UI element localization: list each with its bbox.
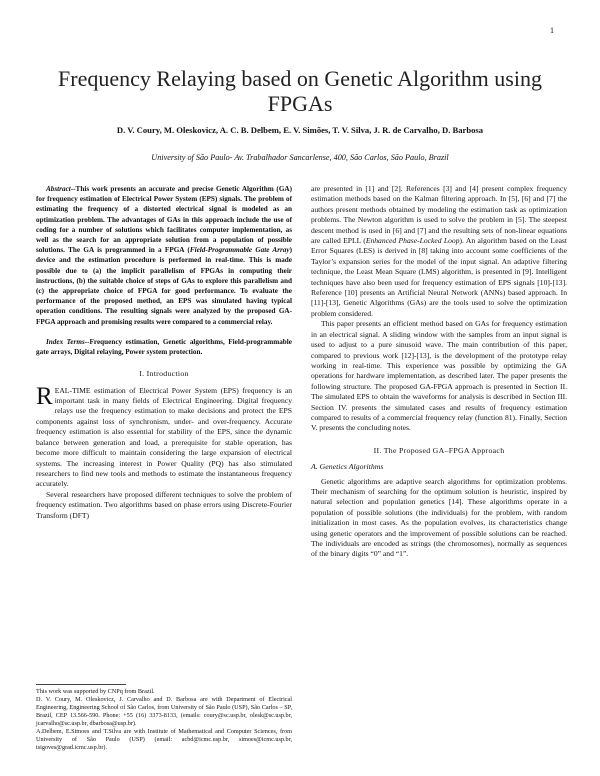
section-heading-proposed-approach: II. The Proposed GA–FPGA Approach <box>373 445 505 455</box>
footnote-funding: This work was supported by CNPq from Brazil. <box>36 688 155 695</box>
footnote-divider <box>36 684 126 685</box>
paper-title: Frequency Relaying based on Genetic Algorithm using FPGAs <box>58 66 542 116</box>
intro-paragraph-2: Several researchers have proposed different techniques to solve the problem of frequency estimation. Two algorithms based on phase errors using Discrete-Fourier Transform (DFT) <box>36 489 292 520</box>
page-number: 1 <box>550 26 554 35</box>
right-paragraph-2: This paper presents an efficient method based on GAs for frequency estimation in an electrical signal. A sliding window with the samples from an input signal is used to adjust to a pure sinusoid wave. The main contribution of this paper, compared to previous work [12]-[13], is the development of the prototype relay working in real-time. This experience was possible by optimizing the GA operations for hardware implementation, as described later. The paper presents the following structure. The proposed GA-FPGA approach is presented in Section II. The simulated EPS to obtain the waveforms for analysis is described in Section III. Section IV. presents the simulated cases and results of frequency estimation compared to results of a commercial frequency relay (function 81). Finally, Section V. presents the concluding notes. <box>311 319 567 433</box>
footnote-authors-eesc: D. V. Coury, M. Oleskovicz, J. Carvalho and D. Barbosa are with Department of Electrical Engineering, Engineering School of São Carlos, from University of São Paulo (USP), São Carlos – SP, Brazil, CEP 13.566-590. Phone: +55 (16) 3373-8133, (emails: coury@sc.usp.br, olesk@sc.usp.br, jcarvalho@sc.usp.br, dbarbosa@usp.br). <box>36 696 292 727</box>
abstract-lead: Abstract <box>46 185 71 193</box>
index-terms <box>36 337 292 357</box>
author-list: D. V. Coury, M. Oleskovicz, A. C. B. Delbem, E. V. Simões, T. V. Silva, J. R. de Carvalho, D. Barbosa <box>116 125 484 135</box>
left-column <box>36 184 292 521</box>
right-paragraph-3: Genetic algorithms are adaptive search algorithms for optimization problems. Their mechanism of searching for the optimum solution is heuristic, inspired by natural selection and population genetics [14]. These algorithms operate in a population of possible solutions (the individuals) for the problem, with random initialization in most cases. As the population evolves, its characteristics change using genetic operators and the improvement of possible solutions can be reached. The individuals are encoded as strings (the chromosomes), normally as sequences of the binary digits “0” and “1”. <box>311 476 567 559</box>
drop-cap: R <box>36 382 53 410</box>
subsection-heading-genetic-algorithms: A. Genetics Algorithms <box>311 462 384 472</box>
abstract-text-after: ) device and the estimation procedure is performed in real-time. This is made possible due to (a) the implicit parallelism of FPGAs in computing their instructions, (b) the suitable choice of steps of GAs to explore this parallelism and (c) the appropriate choice of FPGA for good performance. To evaluate the performance of the proposed method, an EPS was simulated having typical operation conditions. The resulting signals were analyzed by the proposed GA-FPGA approach and promising results were compared to a commercial relay. <box>36 246 293 326</box>
affiliation: University of São Paulo- Av. Trabalhador Sancarlense, 400, São Carlos, São Paulo, Brazil <box>151 153 449 162</box>
epll-term: Enhanced Phase-Locked Loop <box>365 236 460 246</box>
right-paragraph-1-a: are presented in [1] and [2]. References [3] and [4] present complex frequency estimation methods based on the Kalman filtering approach. In [5], [6] and [7] the authors present methods obtained by modeling the estimation task as optimization problems. The Newton algorithm is used to solve the problem in [5]. The steepest descent method is used in [6] and [7] and the resulting sets of non-linear equations are called EPLL ( <box>311 184 567 246</box>
right-paragraph-1-b: ). An algorithm based on the Least Error Squares (LES) is derived in [8] taking into account some coefficients of the Taylor’s expansion series for the model of the input signal. An adaptive filtering technique, the Least Mean Square (LMS) algorithm, is presented in [9]. Intelligent techniques have also been used for frequency estimation of EPS signals [10]-[13]. Reference [10] presents an Artificial Neural Network (ANNs) based approach. In [11]-[13], Genetic Algorithms (GAs) are the tools used to solve the optimization problem considered. <box>311 236 568 318</box>
abstract-text: --This work presents an accurate and precise Genetic Algorithm (GA) for frequency estimation of Electrical Power System (EPS) signals. The problem of estimating the frequency of a distorted electrical signal is modeled as an optimization problem. The advantages of GAs in this approach include the use of coding for a number of solutions which facilitates computer implementation, as well as the search for an appropriate solution from a population of possible solutions. The GA is programmed in a FPGA ( <box>36 185 292 255</box>
right-column <box>311 184 567 560</box>
intro-paragraph-1 <box>36 382 292 490</box>
right-paragraph-1 <box>311 184 567 319</box>
abstract-fpga-term: Field-Programmable Gate Array <box>189 246 290 255</box>
section-heading-introduction: I. Introduction <box>139 369 189 379</box>
index-terms-text: --Frequency estimation, Genetic algorithms, Field-programmable gate arrays, Digital relaying, Power system protection. <box>36 337 292 357</box>
abstract <box>36 184 292 327</box>
footnotes <box>36 684 292 752</box>
footnote-authors-icmc: A.Delbem, E.Simoes and T.Silva are with Institute of Mathematical and Computer Sciences, from University of São Paulo (USP) (email: acbd@icmc.usp.br, simoes@icmc.usp.br, tsigoves@grad.icmc.usp.br). <box>36 728 292 751</box>
index-terms-lead: Index Terms <box>46 337 85 346</box>
intro-paragraph-1-text: EAL-TIME estimation of Electrical Power System (EPS) frequency is an important task in many fields of Electrical Engineering. Digital frequency relays use the frequency estimation to make decisions and protect the EPS components against loss of synchronism, under- and over-frequency. Accurate frequency estimation is also essential for stability of the EPS, since the dynamic balance between generation and load, a prerequisite for stable operation, has become more difficult to maintain considering the large expansion of electrical systems. The increasing interest in Power Quality (PQ) has also stimulated researchers to find new tools and methods to estimate the instantaneous frequency accurately. <box>36 385 292 489</box>
